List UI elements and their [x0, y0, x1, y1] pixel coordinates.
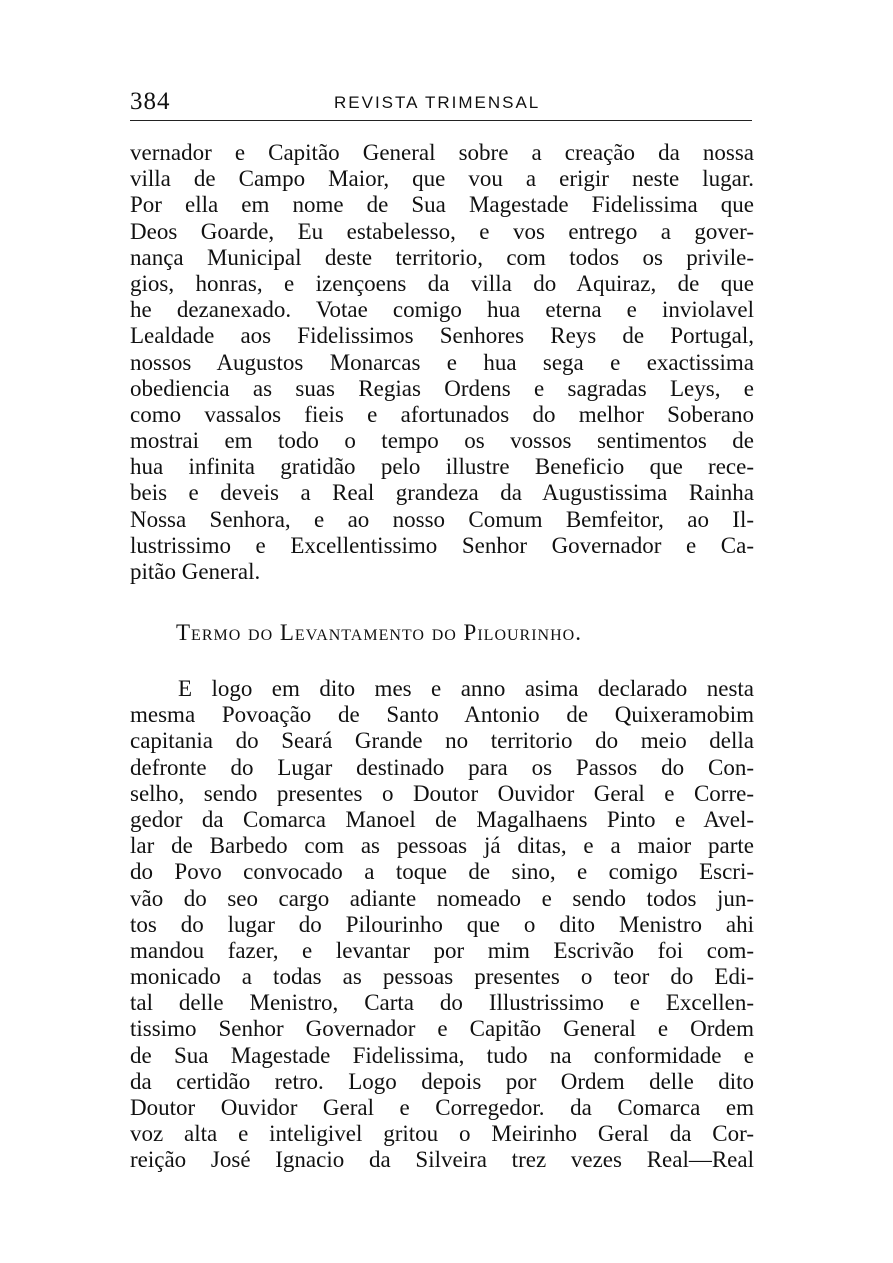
text-line: como vassalos fieis e afortunados do melhor Soberano	[130, 401, 754, 427]
text-line: Deos Goarde, Eu estabelesso, e vos entrego a gover-	[130, 218, 754, 244]
paragraph-2	[130, 676, 754, 1174]
text-line: Lealdade aos Fidelissimos Senhores Reys de Portugal,	[130, 323, 754, 349]
paragraph-1	[130, 140, 754, 585]
text-line: selho, sendo presentes o Doutor Ouvidor Geral e Corre-	[130, 780, 754, 806]
text-line: pitão General.	[130, 559, 261, 584]
text-line: tal delle Menistro, Carta do Illustrissimo e Excellen-	[130, 990, 754, 1016]
text-line: E logo em dito mes e anno asima declarado nesta	[178, 676, 754, 701]
page-header	[130, 88, 752, 118]
text-line: mesma Povoação de Santo Antonio de Quixeramobim	[130, 702, 754, 728]
text-line: tos do lugar do Pilourinho que o dito Menistro ahi	[130, 911, 754, 937]
text-line: gedor da Comarca Manoel de Magalhaens Pinto e Avel-	[130, 806, 754, 832]
header-rule	[130, 120, 752, 121]
text-line: Doutor Ouvidor Geral e Corregedor. da Comarca em	[130, 1095, 754, 1120]
text-line: Por ella em nome de Sua Magestade Fidelissima que	[130, 192, 754, 218]
text-line: lar de Barbedo com as pessoas já ditas, e a maior parte	[130, 833, 754, 859]
text-line: monicado a todas as pessoas presentes o teor do Edi-	[130, 964, 754, 990]
text-line: he dezanexado. Votae comigo hua eterna e inviolavel	[130, 297, 754, 323]
text-line: reição José Ignacio da Silveira trez vezes Real—Real	[130, 1147, 754, 1173]
text-line: Nossa Senhora, e ao nosso Comum Bemfeitor, ao Il-	[130, 506, 754, 532]
text-line: capitania do Seará Grande no territorio do meio della	[130, 728, 754, 754]
text-line: da certidão retro. Logo depois por Ordem delle dito	[130, 1068, 754, 1094]
section-heading: Termo do Levantamento do Pilourinho.	[176, 620, 582, 645]
text-line: nança Municipal deste territorio, com todos os privile-	[130, 244, 754, 270]
running-title: REVISTA TRIMENSAL	[334, 93, 541, 112]
text-line: voz alta e inteligivel gritou o Meirinho Geral da Cor-	[130, 1121, 754, 1147]
text-line: vernador e Capitão General sobre a creação da nossa	[130, 140, 754, 165]
text-line: defronte do Lugar destinado para os Passos do Con-	[130, 754, 754, 780]
text-line: hua infinita gratidão pelo illustre Beneficio que rece-	[130, 454, 754, 480]
text-line: vão do seo cargo adiante nomeado e sendo todos jun-	[130, 885, 754, 911]
text-line: beis e deveis a Real grandeza da Augustissima Rainha	[130, 480, 754, 506]
page-number: 384	[130, 88, 171, 115]
text-line: do Povo convocado a toque de sino, e comigo Escri-	[130, 859, 754, 885]
text-line: mostrai em todo o tempo os vossos sentimentos de	[130, 428, 754, 454]
text-line: nossos Augustos Monarcas e hua sega e exactissima	[130, 349, 754, 375]
text-line: lustrissimo e Excellentissimo Senhor Governador e Ca-	[130, 532, 754, 558]
text-line: villa de Campo Maior, que vou a erigir neste lugar.	[130, 166, 754, 192]
text-line: obediencia as suas Regias Ordens e sagradas Leys, e	[130, 375, 754, 401]
text-line: mandou fazer, e levantar por mim Escrivão foi com-	[130, 937, 754, 963]
text-line: gios, honras, e izençoens da villa do Aquiraz, de que	[130, 270, 754, 296]
text-line: de Sua Magestade Fidelissima, tudo na conformidade e	[130, 1042, 754, 1068]
text-line: tissimo Senhor Governador e Capitão General e Ordem	[130, 1016, 754, 1042]
